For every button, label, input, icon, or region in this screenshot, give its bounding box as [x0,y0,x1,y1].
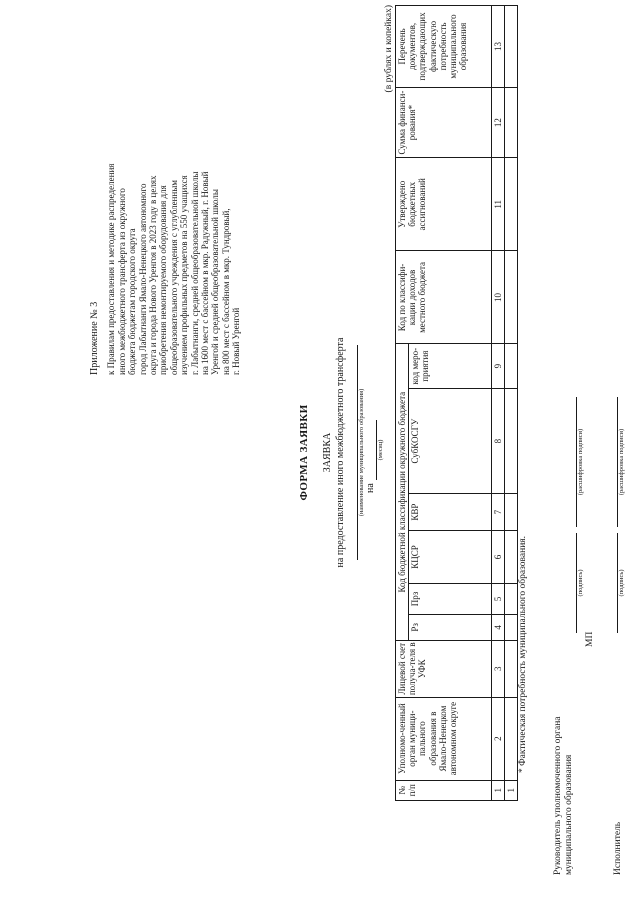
header-subkosgu: СубКОСГУ [409,388,492,494]
appendix-line: г. Новый Уренгой [231,307,242,375]
request-subtitle: на предоставление иного межбюджетного трансферта [335,337,346,568]
table-cell [505,494,518,530]
head-decoding-caption: (расшифровка подписи) [577,428,584,496]
column-number: 10 [492,251,505,344]
table-cell [505,344,518,388]
municipality-caption: (наименование муниципального образования) [358,388,365,517]
executor-label: Исполнитель [613,821,623,875]
column-number: 2 [492,697,505,780]
header-kvr: КВР [409,494,492,530]
head-signature-caption: (подпись) [577,569,584,597]
seal-label: МП [585,631,595,647]
table-header-row [396,6,409,801]
table-cell [505,158,518,251]
header-prz: Прз [409,584,492,615]
table-cell [505,697,518,780]
month-caption: (месяц) [377,439,384,461]
header-event-code: код меро-приятия [409,344,492,388]
table-cell [505,530,518,583]
header-kcsr: КЦСР [409,530,492,583]
table-row [505,6,518,801]
appendix-line: иного межбюджетного трансферта из окружного [116,188,127,375]
appendix-body [106,15,241,375]
form-title: ФОРМА ЗАЯВКИ [298,404,310,501]
column-number: 9 [492,344,505,388]
unit-note: (в рублях и копейках) [384,5,394,93]
head-label-line1: Руководитель уполномоченного органа [553,716,563,875]
appendix-line: к Правилам предоставления и методике распределения [106,163,117,375]
footnote: * Фактическая потребность муниципального образования. [518,535,528,773]
head-label-line2: муниципального образования [564,754,574,875]
header-local-income-code: Код по классифи-кации доходов местного бюджета [396,251,492,344]
column-number: 7 [492,494,505,530]
table-cell [505,388,518,494]
appendix-line: Уренгой и средней общеобразовательной школы [210,189,221,375]
column-number-row [492,6,505,801]
column-number: 8 [492,388,505,494]
table-cell [505,584,518,615]
header-rz: Рз [409,614,492,640]
table-cell [505,614,518,640]
executor-decoding-caption: (расшифровка подписи) [618,428,625,496]
column-number: 6 [492,530,505,583]
header-account: Лицевой счет получа-теля в УФК [396,640,492,697]
row-number: 1 [505,780,518,800]
table-cell [505,87,518,157]
column-number: 11 [492,158,505,251]
appendix-line: г. Лабытнанги, средней общеобразовательной школы [189,171,200,375]
appendix-block [90,15,242,375]
on-label: на [365,483,376,493]
header-authority: Уполномо-ченный орган муници-пального образования в Ямало-Ненецком автономном округе [396,697,492,780]
appendix-line: на 800 мест с бассейном в мкр. Тундровый, [220,208,231,375]
column-number: 5 [492,584,505,615]
appendix-line: город Лабытнанги Ямало-Ненецкого автономного [137,183,148,375]
request-table [395,5,518,801]
appendix-line: на 1600 мест с бассейном в мкр. Радужный, г. Новый [200,171,211,375]
appendix-line: округа и города Нового Уренгоя в 2023 году в целях [148,175,159,375]
table-cell [505,251,518,344]
appendix-line: изучением профильных предметов на 550 учащихся [179,175,190,375]
header-approved: Утверждено бюджетных ассигнований [396,158,492,251]
request-title: ЗАЯВКА [322,432,333,473]
table-cell [505,6,518,88]
column-number: 3 [492,640,505,697]
appendix-title: Приложение № 3 [89,301,100,375]
appendix-line: приобретения немонтируемого оборудования для [158,185,169,375]
appendix-line: общеобразовательного учреждения с углубленным [168,180,179,375]
table-cell [505,640,518,697]
column-number: 1 [492,780,505,800]
column-number: 12 [492,87,505,157]
column-number: 4 [492,614,505,640]
header-sum: Сумма финанси-рования* [396,87,492,157]
column-number: 13 [492,6,505,88]
appendix-line: бюджета бюджетам городского округа [127,228,138,375]
header-documents: Перечень документов, подтверждающих фактическую потребность муниципального образования [396,6,492,88]
header-no: № п/п [396,780,492,800]
header-budget-classification: Код бюджетной классификации окружного бюджета [396,344,409,640]
executor-signature-caption: (подпись) [618,569,625,597]
